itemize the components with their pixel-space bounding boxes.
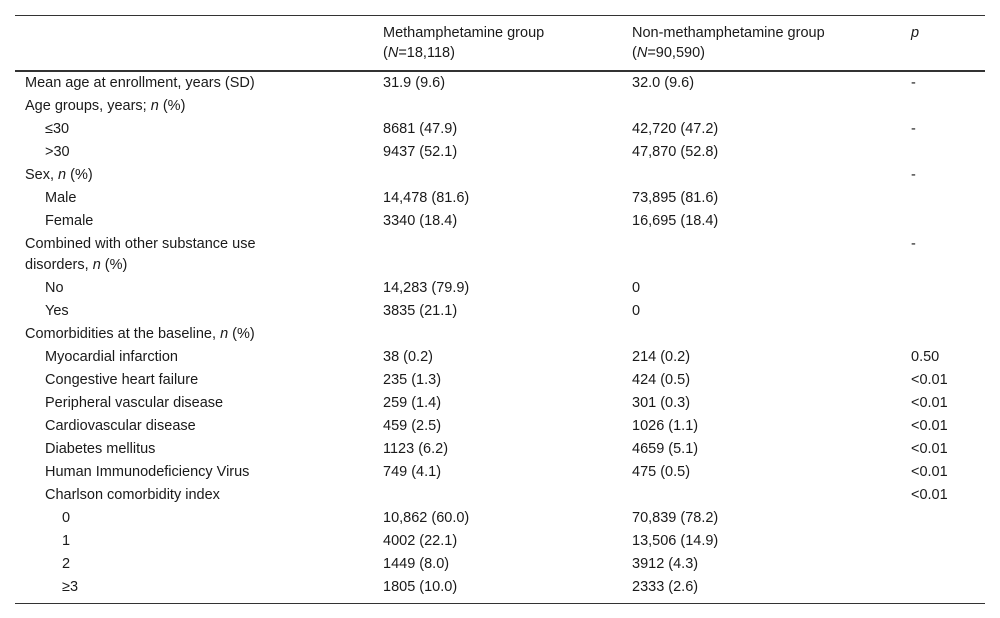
header-nonmeth-paren: ( <box>632 45 637 61</box>
row-nonmeth-value: 70,839 (78.2) <box>632 510 719 526</box>
row-label-line1: Combined with other substance use <box>25 236 256 252</box>
row-meth-value: 235 (1.3) <box>383 372 442 388</box>
row-nonmeth-value: 32.0 (9.6) <box>632 75 695 91</box>
row-meth-value: 14,283 (79.9) <box>383 280 470 296</box>
row-nonmeth-value: 13,506 (14.9) <box>632 533 719 549</box>
table-header <box>15 16 985 72</box>
row-p-value <box>901 323 985 346</box>
header-meth-title: Methamphetamine group <box>383 25 545 41</box>
row-p-value: <0.01 <box>911 441 948 457</box>
row-nonmeth-value: 3912 (4.3) <box>632 556 699 572</box>
row-meth-value <box>373 484 622 507</box>
row-p-value <box>901 210 985 233</box>
table-row <box>15 346 985 369</box>
row-label: No <box>45 280 64 296</box>
table-row <box>15 323 985 346</box>
row-label: Cardiovascular disease <box>45 418 196 434</box>
row-meth-value <box>373 164 622 187</box>
header-p-label: p <box>911 25 920 41</box>
row-nonmeth-value <box>622 323 901 346</box>
row-meth-value: 10,862 (60.0) <box>383 510 470 526</box>
row-p-value: <0.01 <box>911 418 948 434</box>
row-label: ≥3 <box>15 576 373 604</box>
row-label-italic: n <box>150 98 159 114</box>
row-p-value <box>901 277 985 300</box>
row-p-value: <0.01 <box>911 464 948 480</box>
row-p-value <box>901 300 985 323</box>
row-label-text: Comorbidities at the baseline, <box>25 326 221 342</box>
header-row <box>15 16 985 72</box>
row-label: Peripheral vascular disease <box>45 395 224 411</box>
row-nonmeth-value: 214 (0.2) <box>632 349 691 365</box>
row-nonmeth-value: 47,870 (52.8) <box>632 144 719 160</box>
row-label: Yes <box>45 303 69 319</box>
table-row <box>15 507 985 530</box>
row-label <box>15 323 373 346</box>
row-label: ≤30 <box>45 121 70 137</box>
table-row <box>15 187 985 210</box>
row-meth-value: 259 (1.4) <box>383 395 442 411</box>
row-meth-value: 1123 (6.2) <box>383 441 449 457</box>
table-row <box>15 164 985 187</box>
row-p-value: <0.01 <box>911 487 948 503</box>
row-p-value: - <box>911 167 916 183</box>
row-nonmeth-value <box>622 95 901 118</box>
table-row <box>15 530 985 553</box>
table-row <box>15 300 985 323</box>
header-cell-p <box>901 16 985 72</box>
row-p-value <box>901 187 985 210</box>
row-meth-value: 4002 (22.1) <box>383 533 458 549</box>
row-p-value: - <box>911 236 916 252</box>
header-nonmeth-n-value: =90,590) <box>647 45 705 61</box>
baseline-characteristics-table-container <box>15 15 985 604</box>
header-nonmeth-n-label: N <box>636 45 648 61</box>
row-nonmeth-value: 1026 (1.1) <box>632 418 699 434</box>
row-p-value <box>901 530 985 553</box>
row-label <box>15 233 373 277</box>
row-p-value <box>901 141 985 164</box>
header-meth-n-label: N <box>387 45 399 61</box>
row-nonmeth-value <box>622 484 901 507</box>
row-label: Female <box>45 213 94 229</box>
row-label: 1 <box>62 533 71 549</box>
row-label: Male <box>45 190 77 206</box>
row-meth-value <box>373 233 622 277</box>
row-p-value: <0.01 <box>911 372 948 388</box>
table-row <box>15 576 985 604</box>
table-row <box>15 415 985 438</box>
row-label: >30 <box>45 144 70 160</box>
row-label-text: Age groups, years; <box>25 98 151 114</box>
table-row <box>15 141 985 164</box>
row-meth-value: 38 (0.2) <box>383 349 433 365</box>
row-nonmeth-value: 0 <box>632 280 641 296</box>
row-label <box>15 164 373 187</box>
row-label: Mean age at enrollment, years (SD) <box>25 75 255 91</box>
row-meth-value: 14,478 (81.6) <box>383 190 470 206</box>
row-label-suffix: (%) <box>100 257 128 273</box>
row-label-text: disorders, <box>25 257 93 273</box>
table-row <box>15 392 985 415</box>
row-nonmeth-value: 73,895 (81.6) <box>632 190 719 206</box>
row-meth-value: 1805 (10.0) <box>373 576 622 604</box>
table-row <box>15 369 985 392</box>
row-nonmeth-value: 424 (0.5) <box>632 372 691 388</box>
row-p-value: 0.50 <box>911 349 940 365</box>
header-meth-n-value: =18,118) <box>398 45 455 61</box>
table-row <box>15 118 985 141</box>
table-body <box>15 71 985 604</box>
row-p-value <box>901 507 985 530</box>
row-label-italic: n <box>220 326 229 342</box>
row-meth-value: 9437 (52.1) <box>383 144 458 160</box>
row-label: Congestive heart failure <box>45 372 199 388</box>
row-meth-value: 31.9 (9.6) <box>383 75 446 91</box>
row-nonmeth-value: 42,720 (47.2) <box>632 121 719 137</box>
row-p-value <box>901 95 985 118</box>
row-label: Diabetes mellitus <box>45 441 156 457</box>
table-row <box>15 484 985 507</box>
row-label-text: Sex, <box>25 167 59 183</box>
row-meth-value: 1449 (8.0) <box>383 556 450 572</box>
row-p-value: <0.01 <box>911 395 948 411</box>
row-meth-value: 8681 (47.9) <box>383 121 458 137</box>
row-label: Myocardial infarction <box>45 349 178 365</box>
header-cell-variable <box>15 16 373 72</box>
row-nonmeth-value: 0 <box>632 303 641 319</box>
row-meth-value <box>373 323 622 346</box>
row-label-italic: n <box>92 257 101 273</box>
row-label: 0 <box>62 510 71 526</box>
header-meth-paren: ( <box>383 45 388 61</box>
row-label <box>15 95 373 118</box>
table-row <box>15 438 985 461</box>
row-nonmeth-value: 2333 (2.6) <box>622 576 901 604</box>
row-meth-value: 3340 (18.4) <box>383 213 458 229</box>
header-cell-methamphetamine <box>373 16 622 72</box>
row-label-suffix: (%) <box>228 326 255 342</box>
row-label-suffix: (%) <box>158 98 186 114</box>
row-p-value <box>901 576 985 604</box>
row-p-value: - <box>911 121 916 137</box>
row-nonmeth-value: 475 (0.5) <box>632 464 691 480</box>
table-row <box>15 233 985 277</box>
table-row <box>15 461 985 484</box>
row-label: 2 <box>62 556 71 572</box>
header-nonmeth-title: Non-methamphetamine group <box>632 25 825 41</box>
row-label: Human Immunodeficiency Virus <box>45 464 250 480</box>
table-row <box>15 210 985 233</box>
row-p-value: - <box>911 75 916 91</box>
row-nonmeth-value: 301 (0.3) <box>632 395 691 411</box>
row-meth-value: 459 (2.5) <box>383 418 442 434</box>
row-nonmeth-value <box>622 233 901 277</box>
table-row <box>15 277 985 300</box>
header-cell-non-methamphetamine <box>622 16 901 72</box>
row-nonmeth-value: 4659 (5.1) <box>632 441 699 457</box>
row-p-value <box>901 553 985 576</box>
row-label-suffix: (%) <box>66 167 93 183</box>
baseline-characteristics-table <box>15 15 985 604</box>
table-row <box>15 95 985 118</box>
table-row <box>15 553 985 576</box>
row-meth-value <box>373 95 622 118</box>
row-label: Charlson comorbidity index <box>45 487 220 503</box>
row-nonmeth-value: 16,695 (18.4) <box>632 213 719 229</box>
row-nonmeth-value <box>622 164 901 187</box>
row-meth-value: 3835 (21.1) <box>383 303 458 319</box>
row-label-italic: n <box>58 167 67 183</box>
row-meth-value: 749 (4.1) <box>383 464 442 480</box>
table-row <box>15 71 985 95</box>
